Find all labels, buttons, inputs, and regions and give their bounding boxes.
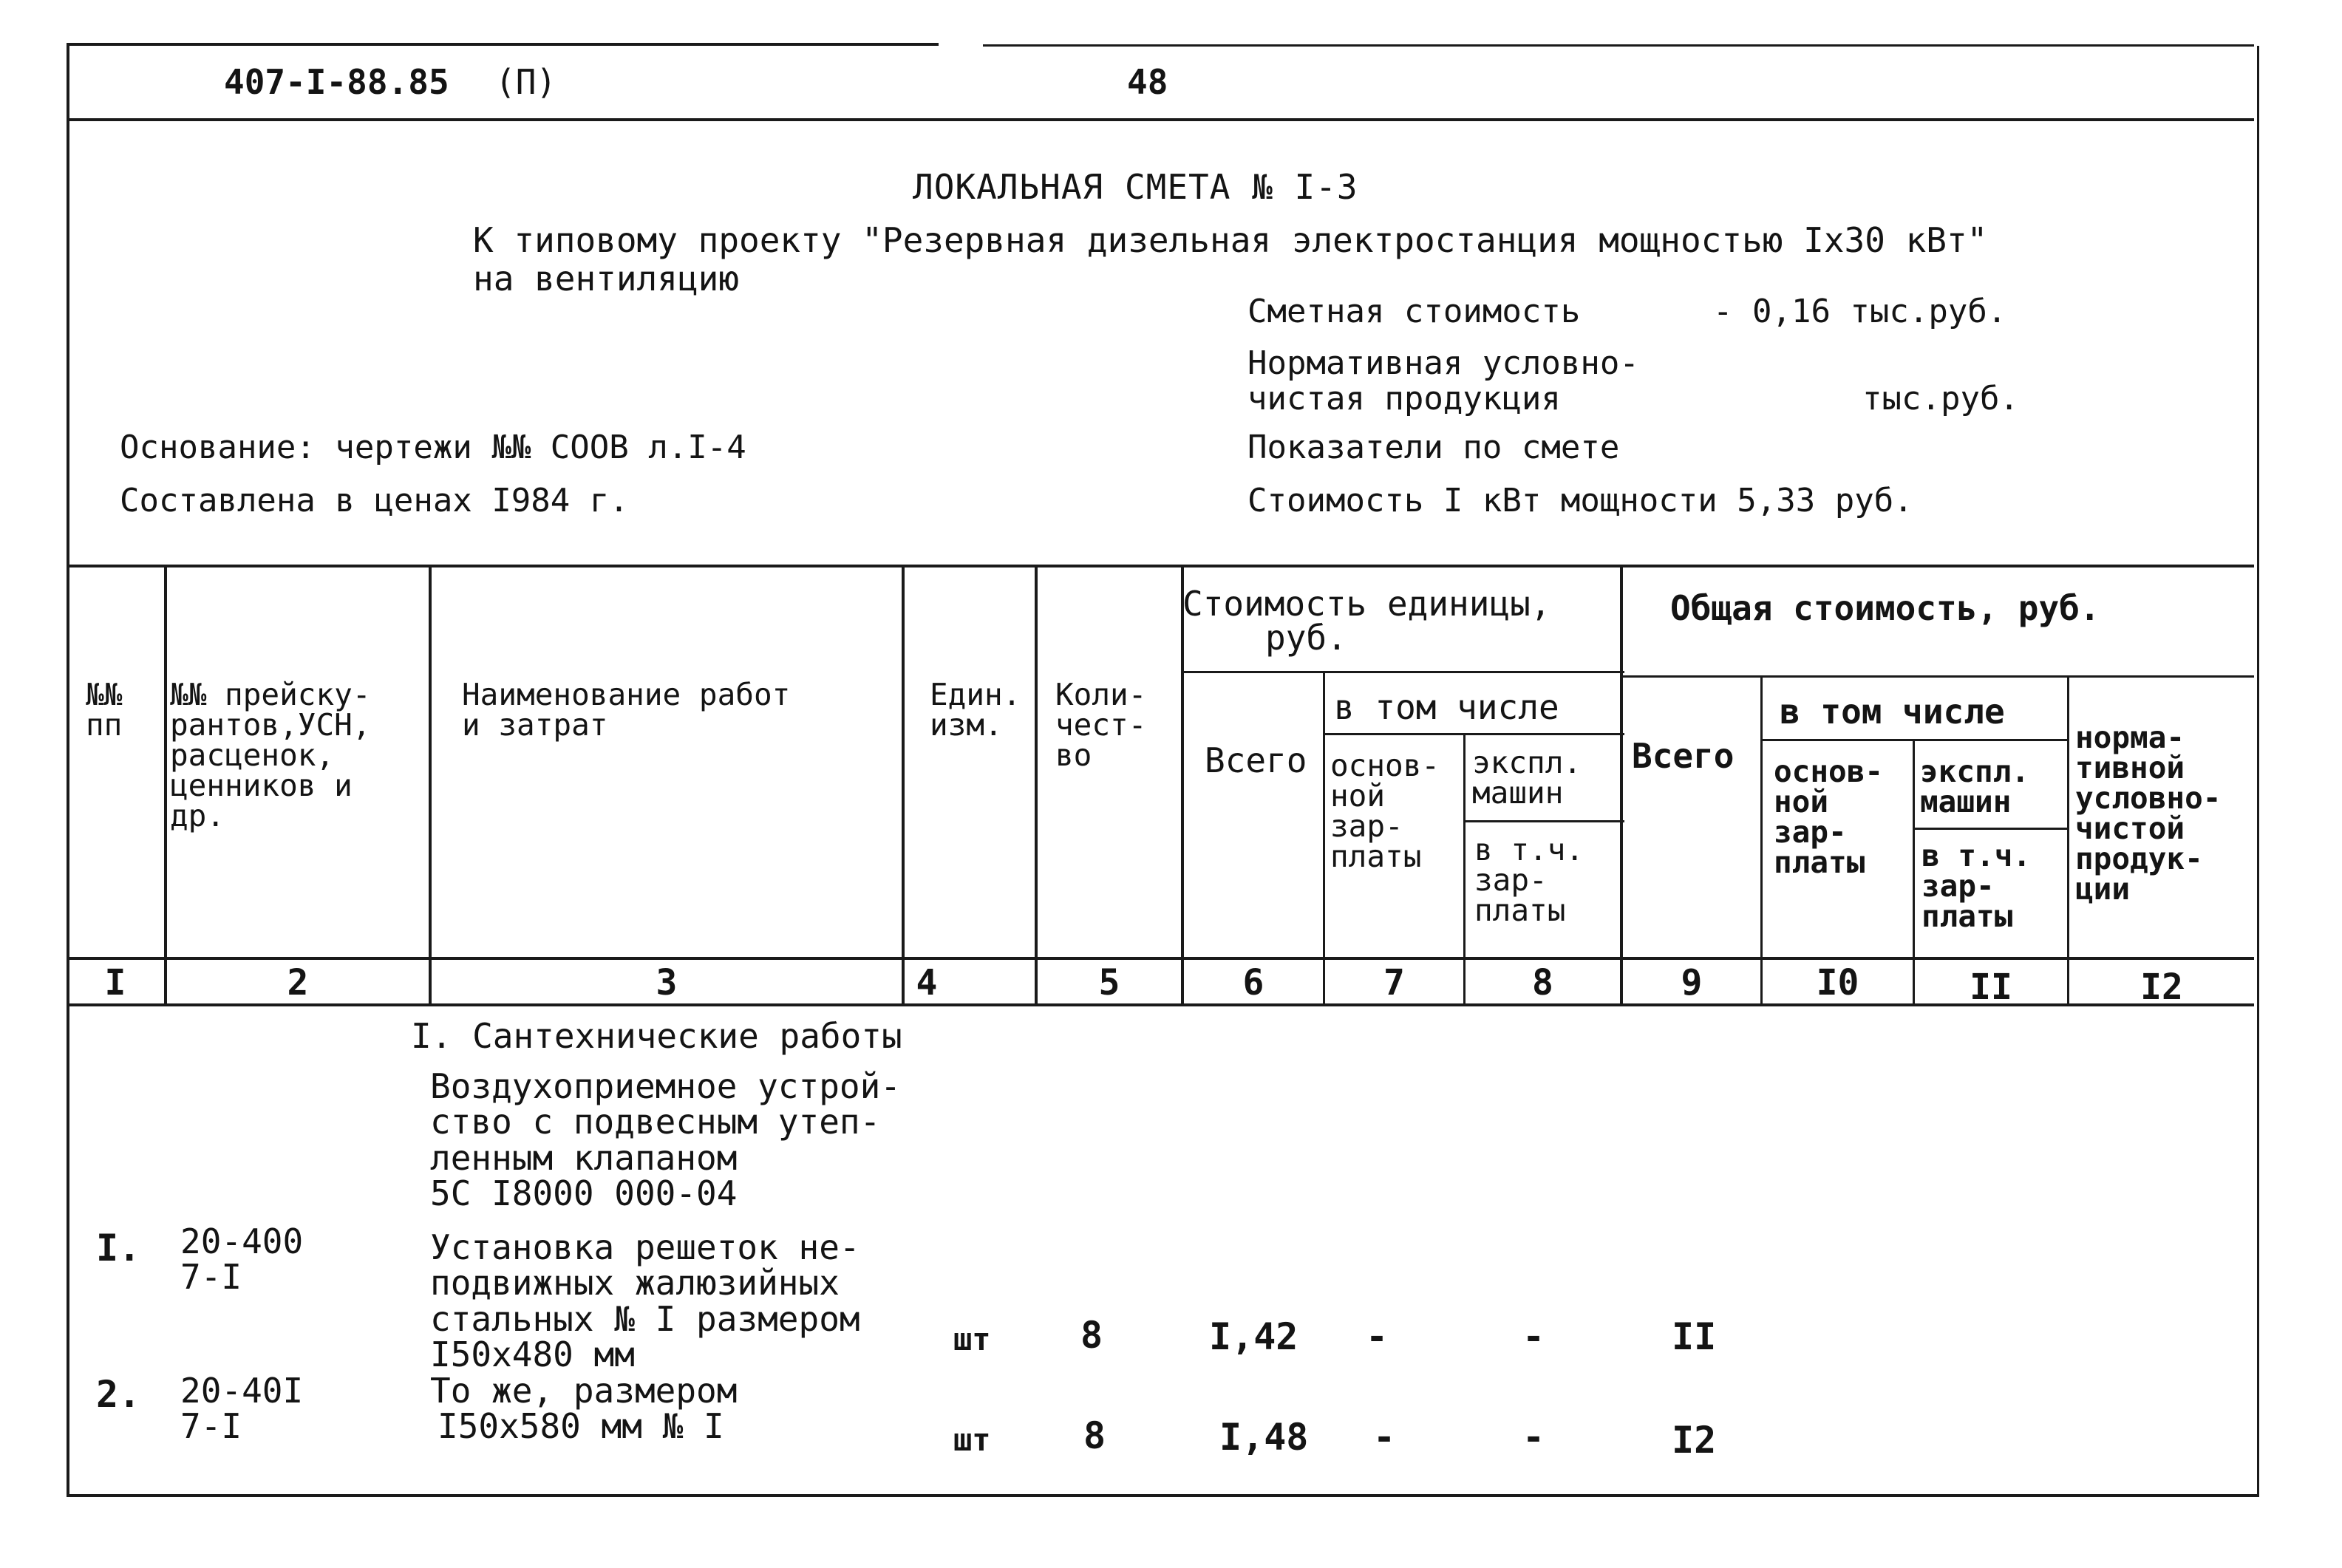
header-price-list-line-4: ценников и bbox=[170, 768, 353, 803]
group-description bbox=[430, 1068, 901, 1211]
header-normative-line-2: тивной bbox=[2075, 750, 2185, 785]
header-price-list-line-2: рантов,УСН, bbox=[170, 707, 371, 743]
header-quantity-line-1: Коли- bbox=[1055, 677, 1147, 712]
col-divider-11 bbox=[2067, 675, 2069, 1006]
header-no-line-1: №№ bbox=[86, 677, 123, 712]
group-line: 5С I8000 000-04 bbox=[430, 1173, 738, 1213]
row-total: I2 bbox=[1672, 1419, 1717, 1462]
column-number: 3 bbox=[656, 962, 678, 1003]
header-total-incl: в том числе bbox=[1780, 692, 2005, 732]
header-normative-line-4: чистой bbox=[2075, 811, 2185, 846]
row-unit-wage: - bbox=[1373, 1416, 1396, 1459]
col-divider-9 bbox=[1760, 675, 1763, 1006]
basis-prices: Составлена в ценах I984 г. bbox=[120, 482, 629, 519]
group-line: Воздухоприемное устрой- bbox=[430, 1066, 901, 1106]
header-unit bbox=[930, 677, 1021, 743]
row-unit: шт bbox=[953, 1321, 991, 1357]
header-unit-machines-wage-line-3: платы bbox=[1474, 893, 1566, 928]
header-price-list-line-1: №№ прейску- bbox=[170, 677, 371, 712]
header-quantity-line-3: во bbox=[1055, 737, 1092, 773]
header-unit-base-wage-line-1: основ- bbox=[1330, 748, 1440, 783]
row-code bbox=[180, 1221, 304, 1298]
row-unit-wage: - bbox=[1366, 1315, 1389, 1358]
header-total-base-wage-line-4: платы bbox=[1774, 845, 1865, 880]
row-number: 2. bbox=[96, 1373, 141, 1416]
column-number: 4 bbox=[916, 962, 938, 1003]
doc-suffix: (П) bbox=[495, 62, 557, 102]
normative-label-1: Нормативная условно- bbox=[1247, 344, 1639, 382]
row-name-line: стальных № I размером bbox=[430, 1298, 860, 1339]
basis-drawings: Основание: чертежи №№ СООВ л.I-4 bbox=[120, 429, 746, 466]
machines-subrule-right bbox=[1913, 828, 2067, 830]
header-total-machines-line-2: машин bbox=[1920, 784, 2012, 819]
header-unit-machines-wage bbox=[1474, 832, 1584, 928]
column-number-top-rule bbox=[67, 957, 2254, 960]
table-top-rule bbox=[67, 565, 2254, 567]
section-title: I. Сантехнические работы bbox=[411, 1016, 902, 1056]
column-number: 8 bbox=[1532, 962, 1553, 1003]
header-total-base-wage-line-1: основ- bbox=[1774, 754, 1884, 789]
subject-line: на вентиляцию bbox=[473, 259, 740, 299]
header-unit-machines-line-2: машин bbox=[1472, 775, 1564, 811]
header-work-name bbox=[462, 677, 791, 743]
row-code-line: 7-I bbox=[180, 1406, 242, 1447]
row-number: I. bbox=[96, 1227, 141, 1269]
header-total-machines-wage-line-3: платы bbox=[1921, 899, 2013, 934]
group-line: ство с подвесным утеп- bbox=[430, 1102, 881, 1142]
header-normative-line-3: условно- bbox=[2075, 780, 2222, 816]
machines-subrule-left bbox=[1463, 820, 1624, 822]
column-number: 5 bbox=[1098, 962, 1120, 1003]
column-number: II bbox=[1970, 967, 2012, 1008]
project-line: К типовому проекту "Резервная дизельная электростанция мощностью Iх30 кВт" bbox=[473, 220, 1988, 260]
column-number: I bbox=[104, 962, 126, 1003]
header-price-list bbox=[170, 677, 371, 834]
header-unit-machines-wage-line-1: в т.ч. bbox=[1474, 832, 1584, 867]
normative-label-2: чистая продукция bbox=[1247, 380, 1561, 417]
top-border-right bbox=[983, 44, 2254, 47]
incl-subrule-left bbox=[1323, 733, 1624, 735]
row-code bbox=[180, 1373, 303, 1445]
header-unit-cost-group bbox=[1182, 584, 1551, 658]
row-unit-machines: - bbox=[1522, 1315, 1545, 1358]
header-unit-base-wage bbox=[1330, 748, 1440, 874]
row-unit: шт bbox=[953, 1422, 991, 1458]
normative-unit: тыс.руб. bbox=[1862, 380, 2019, 417]
row-name-line: То же, размером bbox=[430, 1371, 738, 1411]
column-number: 7 bbox=[1383, 962, 1405, 1003]
header-price-list-line-3: расценок, bbox=[170, 737, 335, 773]
row-code-line: 20-40I bbox=[180, 1371, 304, 1411]
row-total: II bbox=[1672, 1315, 1717, 1358]
doc-code: 407-I-88.85 bbox=[224, 62, 449, 102]
col-divider-2 bbox=[429, 565, 432, 1006]
top-border bbox=[67, 43, 939, 46]
row-name-line: Установка решеток не- bbox=[430, 1227, 860, 1267]
row-unit-total: I,42 bbox=[1209, 1315, 1298, 1358]
header-unit-base-wage-line-2: ной bbox=[1330, 778, 1386, 814]
cost-value: - 0,16 тыс.руб. bbox=[1713, 293, 2007, 330]
header-normative-line-5: продук- bbox=[2075, 841, 2203, 876]
header-unit-machines bbox=[1472, 745, 1582, 811]
col-divider-3 bbox=[902, 565, 905, 1006]
row-unit-machines: - bbox=[1522, 1416, 1545, 1459]
header-unit-base-wage-line-3: зар- bbox=[1330, 808, 1403, 844]
header-total-base-wage bbox=[1774, 754, 1884, 880]
header-normative-line-6: ции bbox=[2075, 871, 2131, 907]
row-name-line: I50х580 мм № I bbox=[438, 1406, 724, 1447]
header-total-machines-wage bbox=[1921, 838, 2032, 934]
page-number: 48 bbox=[1127, 62, 1168, 102]
header-unit-cost-line-2: руб. bbox=[1265, 618, 1347, 658]
header-total-total: Всего bbox=[1632, 736, 1735, 776]
header-total-machines-line-1: экспл. bbox=[1920, 754, 2030, 789]
column-number: I2 bbox=[2140, 967, 2183, 1008]
header-rule bbox=[67, 118, 2254, 121]
col-divider-8 bbox=[1620, 565, 1623, 1006]
row-name-line: подвижных жалюзийных bbox=[430, 1263, 840, 1303]
header-work-name-line-2: и затрат bbox=[462, 707, 608, 743]
column-number: 9 bbox=[1681, 962, 1703, 1003]
cost-label: Сметная стоимость bbox=[1247, 293, 1581, 330]
header-unit-base-wage-line-4: платы bbox=[1330, 839, 1422, 874]
header-unit-machines-wage-line-2: зар- bbox=[1474, 862, 1548, 898]
header-normative bbox=[2075, 720, 2222, 907]
col-divider-1 bbox=[164, 565, 167, 1006]
header-unit-incl: в том числе bbox=[1334, 687, 1559, 727]
group-line: ленным клапаном bbox=[430, 1137, 738, 1178]
column-number: I0 bbox=[1816, 962, 1859, 1003]
header-unit-total: Всего bbox=[1205, 740, 1307, 780]
row-name bbox=[430, 1373, 737, 1445]
header-no bbox=[86, 677, 123, 743]
header-total-machines bbox=[1920, 754, 2030, 819]
header-work-name-line-1: Наименование работ bbox=[462, 677, 791, 712]
header-total-machines-wage-line-1: в т.ч. bbox=[1921, 838, 2032, 873]
header-no-line-2: пп bbox=[86, 707, 123, 743]
header-unit-line-2: изм. bbox=[930, 707, 1003, 743]
row-unit-total: I,48 bbox=[1219, 1416, 1309, 1459]
col-divider-4 bbox=[1035, 565, 1038, 1006]
row-quantity: 8 bbox=[1083, 1414, 1106, 1457]
header-total-machines-wage-line-2: зар- bbox=[1921, 868, 1995, 904]
header-total-cost-group: Общая стоимость, руб. bbox=[1670, 588, 2100, 628]
row-code-line: 7-I bbox=[180, 1257, 242, 1298]
header-normative-line-1: норма- bbox=[2075, 720, 2185, 755]
row-quantity: 8 bbox=[1080, 1314, 1103, 1357]
column-number: 6 bbox=[1242, 962, 1264, 1003]
power-cost: Стоимость I кВт мощности 5,33 руб. bbox=[1247, 482, 1913, 519]
unit-cost-subrule bbox=[1181, 671, 1624, 673]
header-unit-machines-line-1: экспл. bbox=[1472, 745, 1582, 780]
header-total-base-wage-line-2: ной bbox=[1774, 784, 1829, 819]
indicators-label: Показатели по смете bbox=[1247, 429, 1620, 466]
header-price-list-line-5: др. bbox=[170, 798, 225, 834]
row-name-line: I50х480 мм bbox=[430, 1334, 635, 1374]
column-number: 2 bbox=[287, 962, 309, 1003]
header-unit-line-1: Един. bbox=[930, 677, 1021, 712]
total-cost-subrule bbox=[1620, 675, 2254, 678]
header-total-base-wage-line-3: зар- bbox=[1774, 814, 1847, 850]
col-divider-6 bbox=[1323, 671, 1325, 1006]
estimate-title: ЛОКАЛЬНАЯ СМЕТА № I-3 bbox=[913, 167, 1358, 207]
header-quantity bbox=[1055, 677, 1147, 773]
row-name bbox=[430, 1227, 860, 1374]
header-quantity-line-2: чест- bbox=[1055, 707, 1147, 743]
row-code-line: 20-400 bbox=[180, 1221, 304, 1261]
header-unit-cost-line-1: Стоимость единицы, bbox=[1182, 584, 1551, 624]
